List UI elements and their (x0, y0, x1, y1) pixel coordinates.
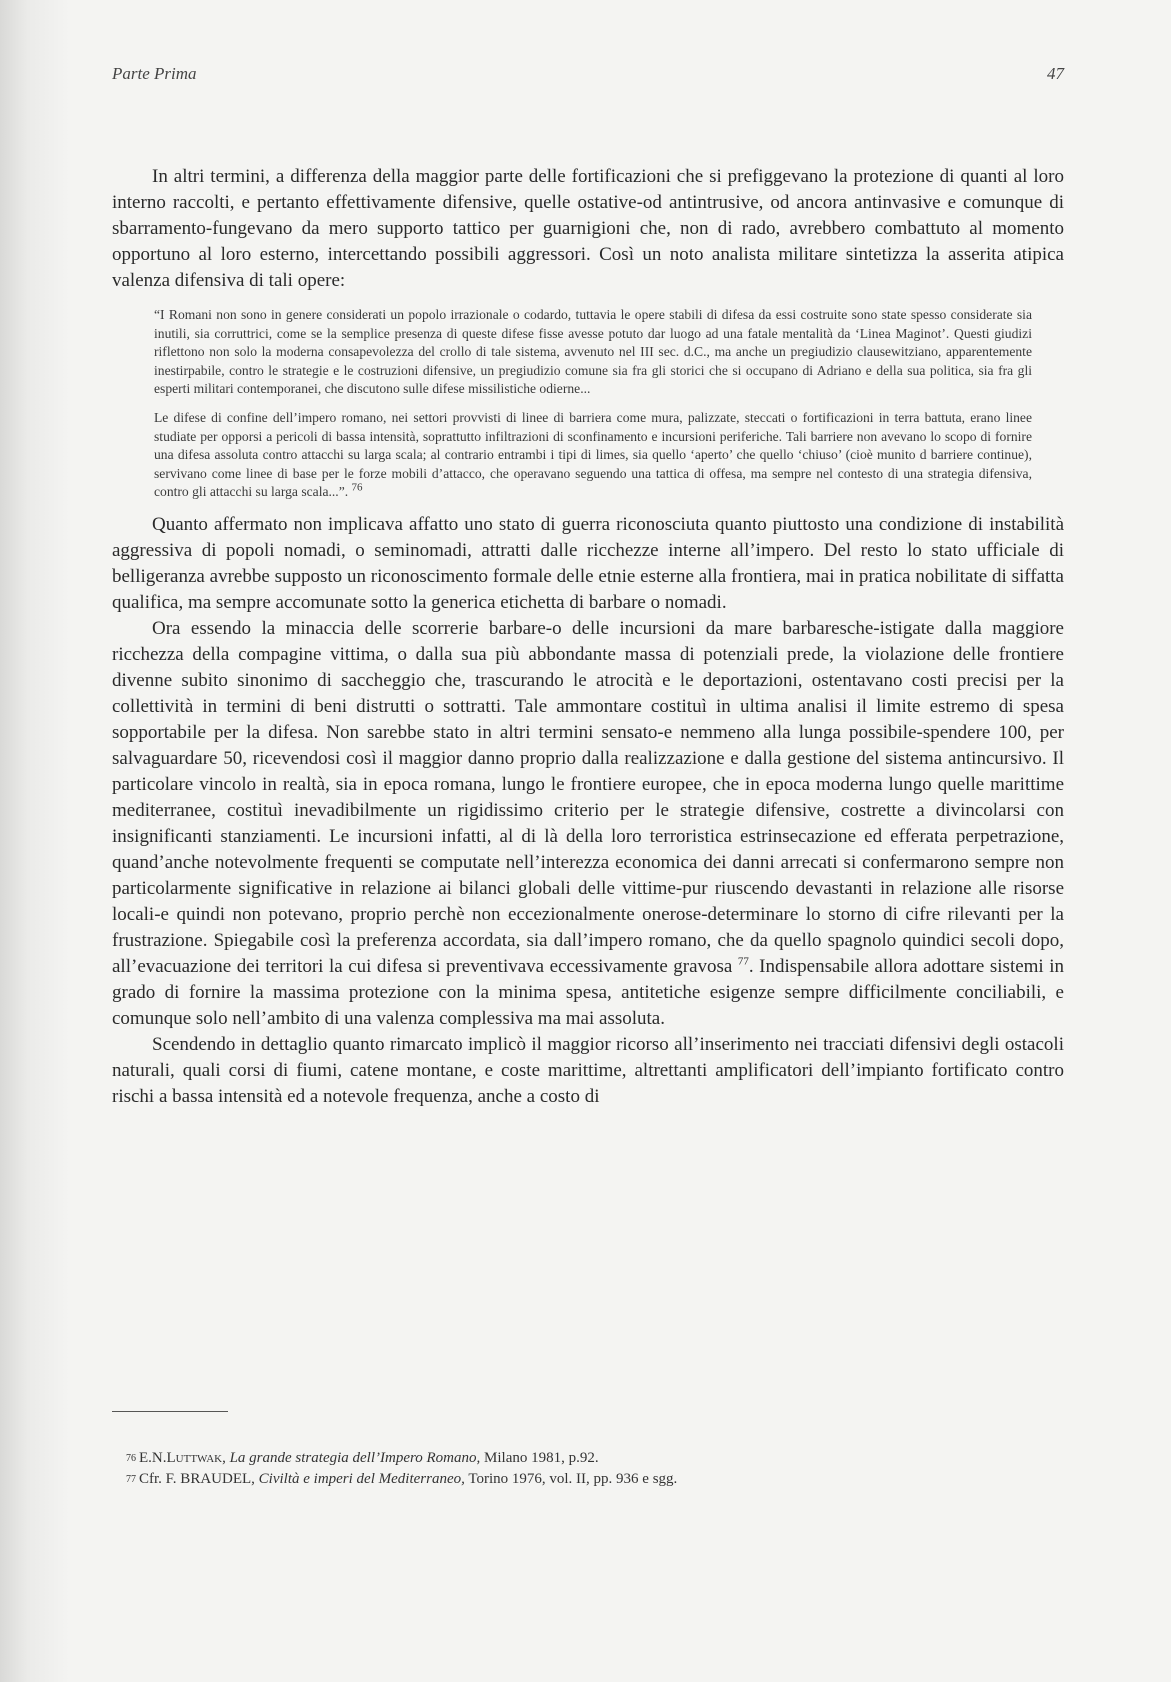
footnote-author: E.N.Luttwak, (139, 1450, 226, 1466)
paragraph-3 (112, 616, 1064, 1032)
footnote-77 (126, 1469, 1026, 1490)
paragraph-3-text-a: Ora essendo la minaccia delle scorrerie barbare-o delle incursioni da mare barbaresche-istigate dalla maggiore ricchezza della compagine vittima, o dalla sua più abbondante massa di potenziali prede, la violazione delle frontiere divenne subito sinonimo di saccheggio che, trascurando le atrocità e le deportazioni, ostentavano costi precisi per la collettività in termini di beni distrutti o sottratti. Tale ammontare costituì in ultima analisi il limite estremo di spesa sopportabile per la difesa. Non sarebbe stato in altri termini sensato-e nemmeno alla lunga possibile-spendere 100, per salvaguardare 50, ricevendosi così il maggior danno proprio dalla realizzazione e dalla gestione del sistema antincursivo. Il particolare vincolo in realtà, sia in epoca romana, lungo le frontiere europee, che in epoca moderna lungo quelle marittime mediterranee, costituì inevadibilmente un rigidissimo criterio per le strategie difensive, costrette a divincolarsi con insignificanti stanziamenti. Le incursioni infatti, al di là della loro terroristica estrinsecazione ed efferata perpetrazione, quand’anche notevolmente frequenti se computate nell’interezza economica dei danni arrecati si confermarono sempre non particolarmente significative in relazione ai bilanci globali delle vittime-pur riuscendo devastanti in relazione alle risorse locali-e quindi non potevano, proprio perchè non eccezionalmente onerose-determinare lo storno di cifre rilevanti per la frustrazione. Spiegabile così la preferenza accordata, sia dall’impero romano, che da quello spagnolo quindici secoli dopo, all’evacuazione dei territori la cui difesa si preventivava eccessivamente gravosa (112, 617, 1064, 977)
footnote-ref-76[interactable]: 76 (351, 481, 363, 494)
footnote-ref-77[interactable]: 77 (737, 955, 749, 968)
section-title: Parte Prima (112, 64, 197, 83)
book-spine-shadow (0, 0, 70, 1682)
paragraph-2: Quanto affermato non implicava affatto uno stato di guerra riconosciuta quanto piuttosto una condizione di instabilità aggressiva di popoli nomadi, o seminomadi, attratti dalle ricchezze interne all’impero. Del resto lo stato ufficiale di belligeranza avrebbe supposto un riconoscimento formale delle etnie esterne alla frontiera, mai in pratica nobilitate di siffatta qualifica, ma sempre accomunate sotto la generica etichetta di barbare o nomadi. (112, 513, 1064, 613)
footnote-details: Milano 1981, p.92. (484, 1450, 599, 1466)
paragraph-3-text-b: . Indispensabile allora adottare sistemi in grado di fornire la massima protezione con la minima spesa, antitetiche esigenze sempre difficilmente conciliabili, e comunque solo nell’ambito di una valenza complessiva ma mai assoluta. (112, 955, 1064, 1029)
footnote-title: La grande strategia dell’Impero Romano, (229, 1450, 481, 1466)
paragraph-1: In altri termini, a differenza della maggior parte delle fortificazioni che si prefiggevano la protezione di quanti al loro interno raccolti, e pertanto effettivamente difensive, quelle ostative-od antintrusive, od ancora antinvasive e comunque di sbarramento-fungevano da mero supporto tattico per guarnigioni che, non di rado, avrebbero combattuto al momento opportuno al loro esterno, intercettando possibili aggressori. Così un noto analista militare sintetizza la asserita atipica valenza difensiva di tali opere: (112, 166, 1064, 291)
body-text (112, 164, 1064, 1110)
quote-paragraph-2-text: Le difese di confine dell’impero romano, nei settori provvisti di linee di barriera come mura, palizzate, steccati o fortificazioni in terra battuta, erano linee studiate per opporsi a pericoli di bassa intensità, soprattutto infiltrazioni di sconfinamento e incursioni periferiche. Tali barriere non avevano lo scopo di fornire una difesa assoluta contro attacchi su larga scala; al contrario entrambi i tipi di limes, sia quello ‘aperto’ che quello ‘chiuso’ (cioè munito d barriere continue), servivano come linee di base per le forze mobili d’attacco, che operavano seguendo una tattica di offesa, ma sempre nel contesto di una strategia difensiva, contro gli attacchi su larga scala...”. (154, 409, 1032, 500)
footnote-divider (112, 1411, 228, 1412)
footnote-details: Torino 1976, vol. II, pp. 936 e sgg. (468, 1471, 678, 1487)
paragraph-4: Scendendo in dettaglio quanto rimarcato implicò il maggior ricorso all’inserimento nei tracciati difensivi degli ostacoli naturali, quali corsi di fiumi, catene montane, e coste marittime, altrettanti amplificatori dell’impianto fortificato contro rischi a bassa intensità ed a notevole frequenza, anche a costo di (112, 1033, 1064, 1107)
footnote-title: Civiltà e imperi del Mediterraneo, (258, 1471, 465, 1487)
quote-paragraph-1: “I Romani non sono in genere considerati un popolo irrazionale o codardo, tuttavia le opere stabili di difesa da essi costruite sono state spesso considerate sia inutili, sia corruttrici, come se la semplice presenza di queste difese fisse avesse potuto dar luogo ad una fatale mentalità da ‘Linea Maginot’. Questi giudizi riflettono non solo la moderna consapevolezza del crollo di tale sistema, avvenuto nel III sec. d.C., ma anche un pregiudizio clausewitziano, apparentemente inestirpabile, contro le strategie e le costruzioni difensive, un pregiudizio comune sia fra gli storici che si occupano di Adriano e della sua politica, sia fra gli esperti militari contemporanei, che discutono sulle difese missilistiche odierne... (154, 307, 1032, 397)
footnote-76 (126, 1448, 1026, 1469)
footnote-number: 77 (126, 1474, 136, 1485)
block-quote (154, 306, 1032, 502)
page-number: 47 (1047, 64, 1064, 83)
quote-paragraph-2 (154, 409, 1032, 502)
footnote-number: 76 (126, 1453, 136, 1464)
footnote-author: Cfr. F. BRAUDEL, (139, 1471, 255, 1487)
footnotes (126, 1448, 1026, 1490)
